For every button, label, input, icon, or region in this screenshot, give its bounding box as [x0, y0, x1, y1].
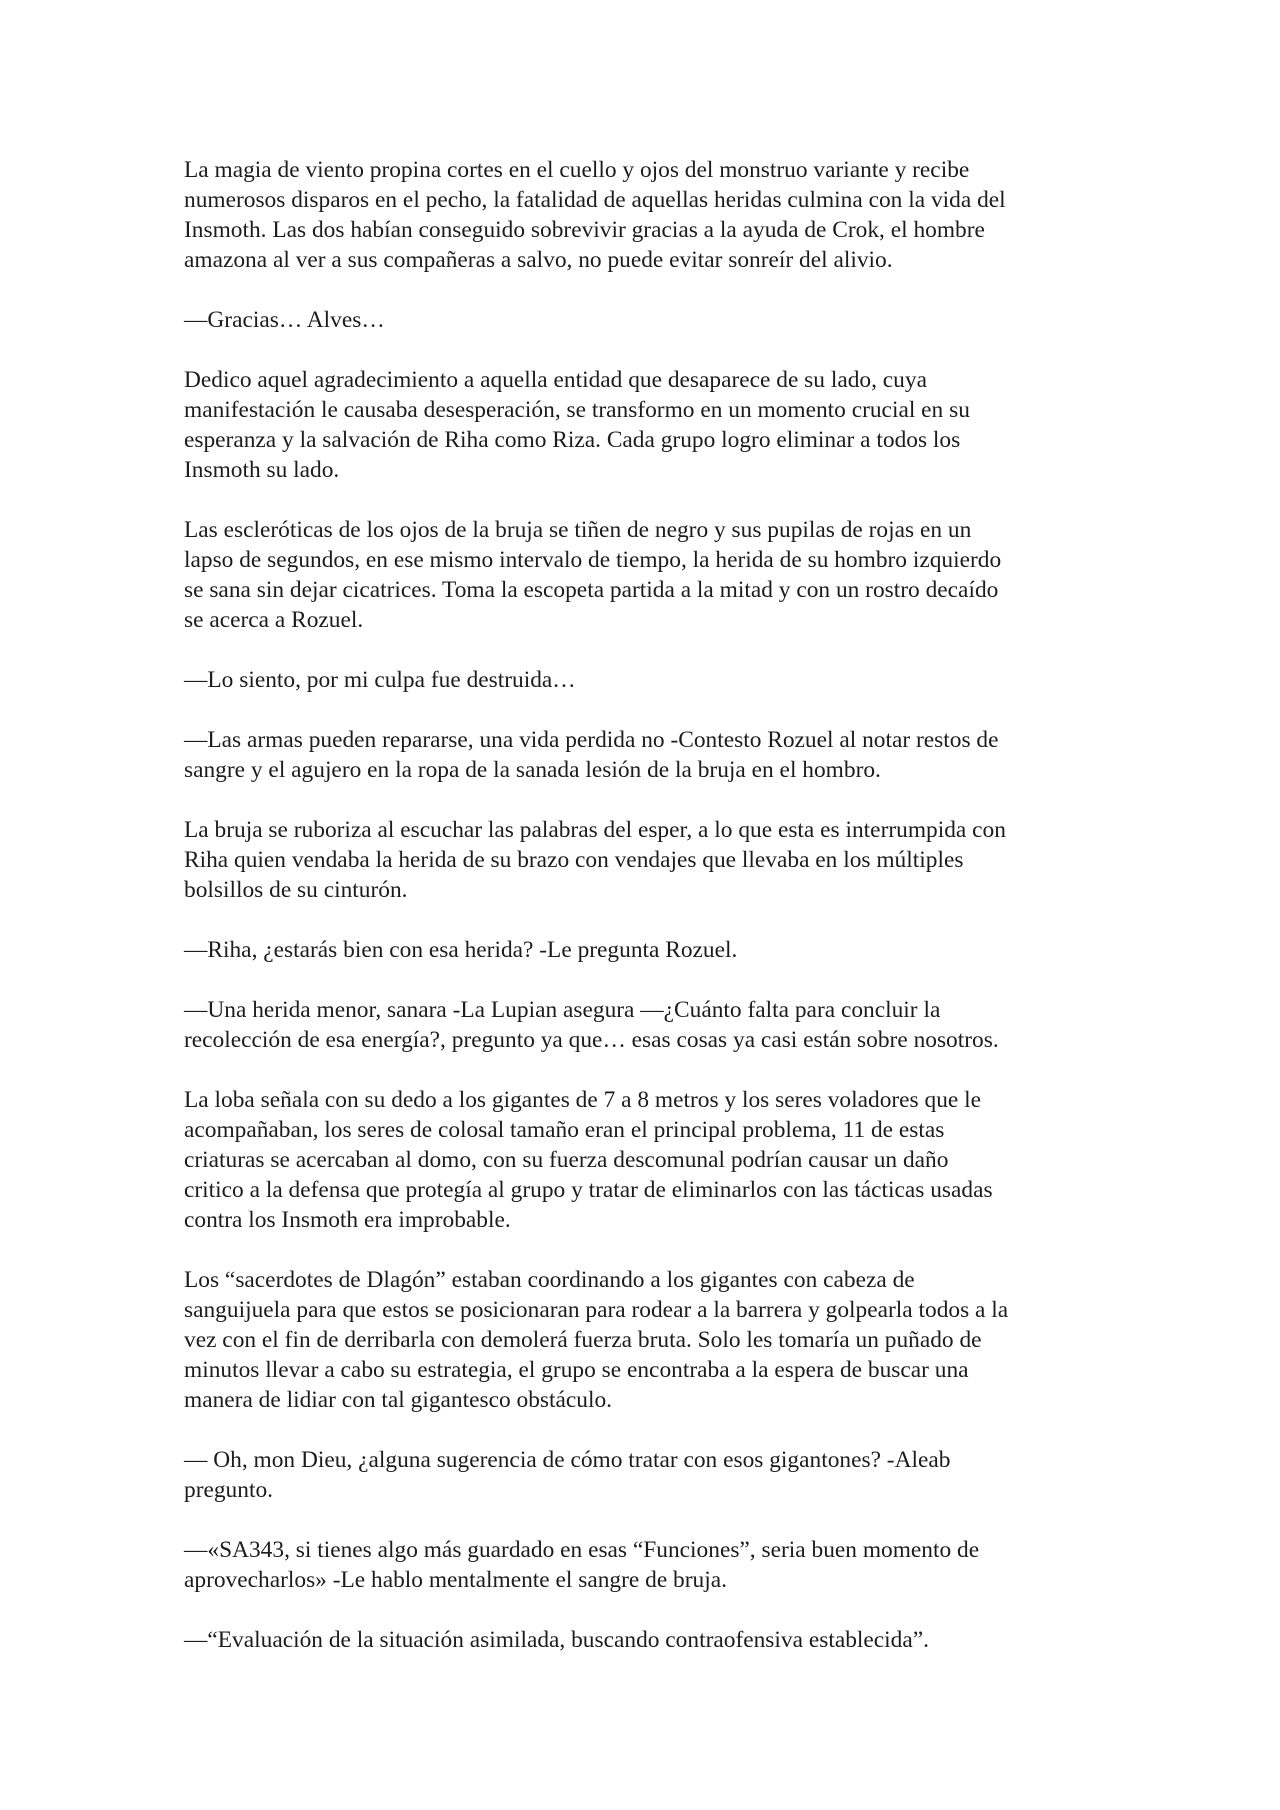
paragraph — [184, 365, 1124, 485]
body-text — [184, 155, 1124, 1655]
text-line: numerosos disparos en el pecho, la fatalidad de aquellas heridas culmina con la vida del — [184, 187, 1006, 213]
text-line: se sana sin dejar cicatrices. Toma la escopeta partida a la mitad y con un rostro decaído — [184, 577, 999, 603]
text-line: sanguijuela para que estos se posicionaran para rodear a la barrera y golpearla todos a la — [184, 1297, 1009, 1323]
text-line: manifestación le causaba desesperación, se transformo en un momento crucial en su — [184, 397, 970, 423]
text-line: Dedico aquel agradecimiento a aquella entidad que desaparece de su lado, cuya — [184, 367, 927, 393]
text-line: vez con el fin de derribarla con demolerá fuerza bruta. Solo les tomaría un puñado de — [184, 1327, 982, 1353]
text-line: minutos llevar a cabo su estrategia, el grupo se encontraba a la espera de buscar una — [184, 1357, 969, 1383]
text-line: La bruja se ruboriza al escuchar las palabras del esper, a lo que esta es interrumpida con — [184, 817, 1006, 843]
text-line: amazona al ver a sus compañeras a salvo, no puede evitar sonreír del alivio. — [184, 247, 893, 273]
text-line: La loba señala con su dedo a los gigantes de 7 a 8 metros y los seres voladores que le — [184, 1087, 982, 1113]
paragraph — [184, 815, 1124, 905]
text-line: Insmoth. Las dos habían conseguido sobrevivir gracias a la ayuda de Crok, el hombre — [184, 217, 985, 243]
text-line: —Las armas pueden repararse, una vida perdida no -Contesto Rozuel al notar restos de — [184, 727, 999, 753]
text-line: acompañaban, los seres de colosal tamaño eran el principal problema, 11 de estas — [184, 1117, 945, 1143]
text-line: Los “sacerdotes de Dlagón” estaban coordinando a los gigantes con cabeza de — [184, 1267, 915, 1293]
text-line: recolección de esa energía?, pregunto ya que… esas cosas ya casi están sobre nosotros. — [184, 1027, 999, 1053]
paragraph — [184, 155, 1124, 275]
text-line: —«SA343, si tienes algo más guardado en esas “Funciones”, seria buen momento de — [184, 1537, 980, 1563]
text-line: Riha quien vendaba la herida de su brazo con vendajes que llevaba en los múltiples — [184, 847, 964, 873]
text-line: Las escleróticas de los ojos de la bruja se tiñen de negro y sus pupilas de rojas en un — [184, 517, 972, 543]
dialogue-paragraph — [184, 1445, 1124, 1505]
text-line: criaturas se acercaban al domo, con su fuerza descomunal podrían causar un daño — [184, 1147, 949, 1173]
paragraph — [184, 515, 1124, 635]
text-line: —Riha, ¿estarás bien con esa herida? -Le pregunta Rozuel. — [184, 937, 738, 963]
dialogue-paragraph — [184, 995, 1124, 1055]
dialogue-paragraph — [184, 935, 1124, 965]
text-line: — Oh, mon Dieu, ¿alguna sugerencia de cómo tratar con esos gigantones? -Aleab — [184, 1447, 951, 1473]
text-line: bolsillos de su cinturón. — [184, 877, 408, 903]
text-line: —Gracias… Alves… — [184, 307, 385, 333]
text-line: critico a la defensa que protegía al grupo y tratar de eliminarlos con las tácticas usadas — [184, 1177, 993, 1203]
text-line: contra los Insmoth era improbable. — [184, 1207, 511, 1233]
text-line: se acerca a Rozuel. — [184, 607, 364, 633]
text-line: sangre y el agujero en la ropa de la sanada lesión de la bruja en el hombro. — [184, 757, 881, 783]
dialogue-paragraph — [184, 305, 1124, 335]
paragraph — [184, 1085, 1124, 1235]
text-line: Insmoth su lado. — [184, 457, 340, 483]
text-line: —Lo siento, por mi culpa fue destruida… — [184, 667, 576, 693]
text-line: lapso de segundos, en ese mismo intervalo de tiempo, la herida de su hombro izquierdo — [184, 547, 1002, 573]
dialogue-paragraph — [184, 665, 1124, 695]
text-line: esperanza y la salvación de Riha como Riza. Cada grupo logro eliminar a todos los — [184, 427, 961, 453]
text-line: La magia de viento propina cortes en el cuello y ojos del monstruo variante y recibe — [184, 157, 970, 183]
text-line: pregunto. — [184, 1477, 273, 1503]
text-line: aprovecharlos» -Le hablo mentalmente el sangre de bruja. — [184, 1567, 727, 1593]
text-line: manera de lidiar con tal gigantesco obstáculo. — [184, 1387, 613, 1413]
text-line: —Una herida menor, sanara -La Lupian asegura —¿Cuánto falta para concluir la — [184, 997, 941, 1023]
dialogue-paragraph — [184, 1625, 1124, 1655]
dialogue-paragraph — [184, 725, 1124, 785]
dialogue-paragraph — [184, 1535, 1124, 1595]
paragraph — [184, 1265, 1124, 1415]
text-line: —“Evaluación de la situación asimilada, buscando contraofensiva establecida”. — [184, 1627, 929, 1653]
